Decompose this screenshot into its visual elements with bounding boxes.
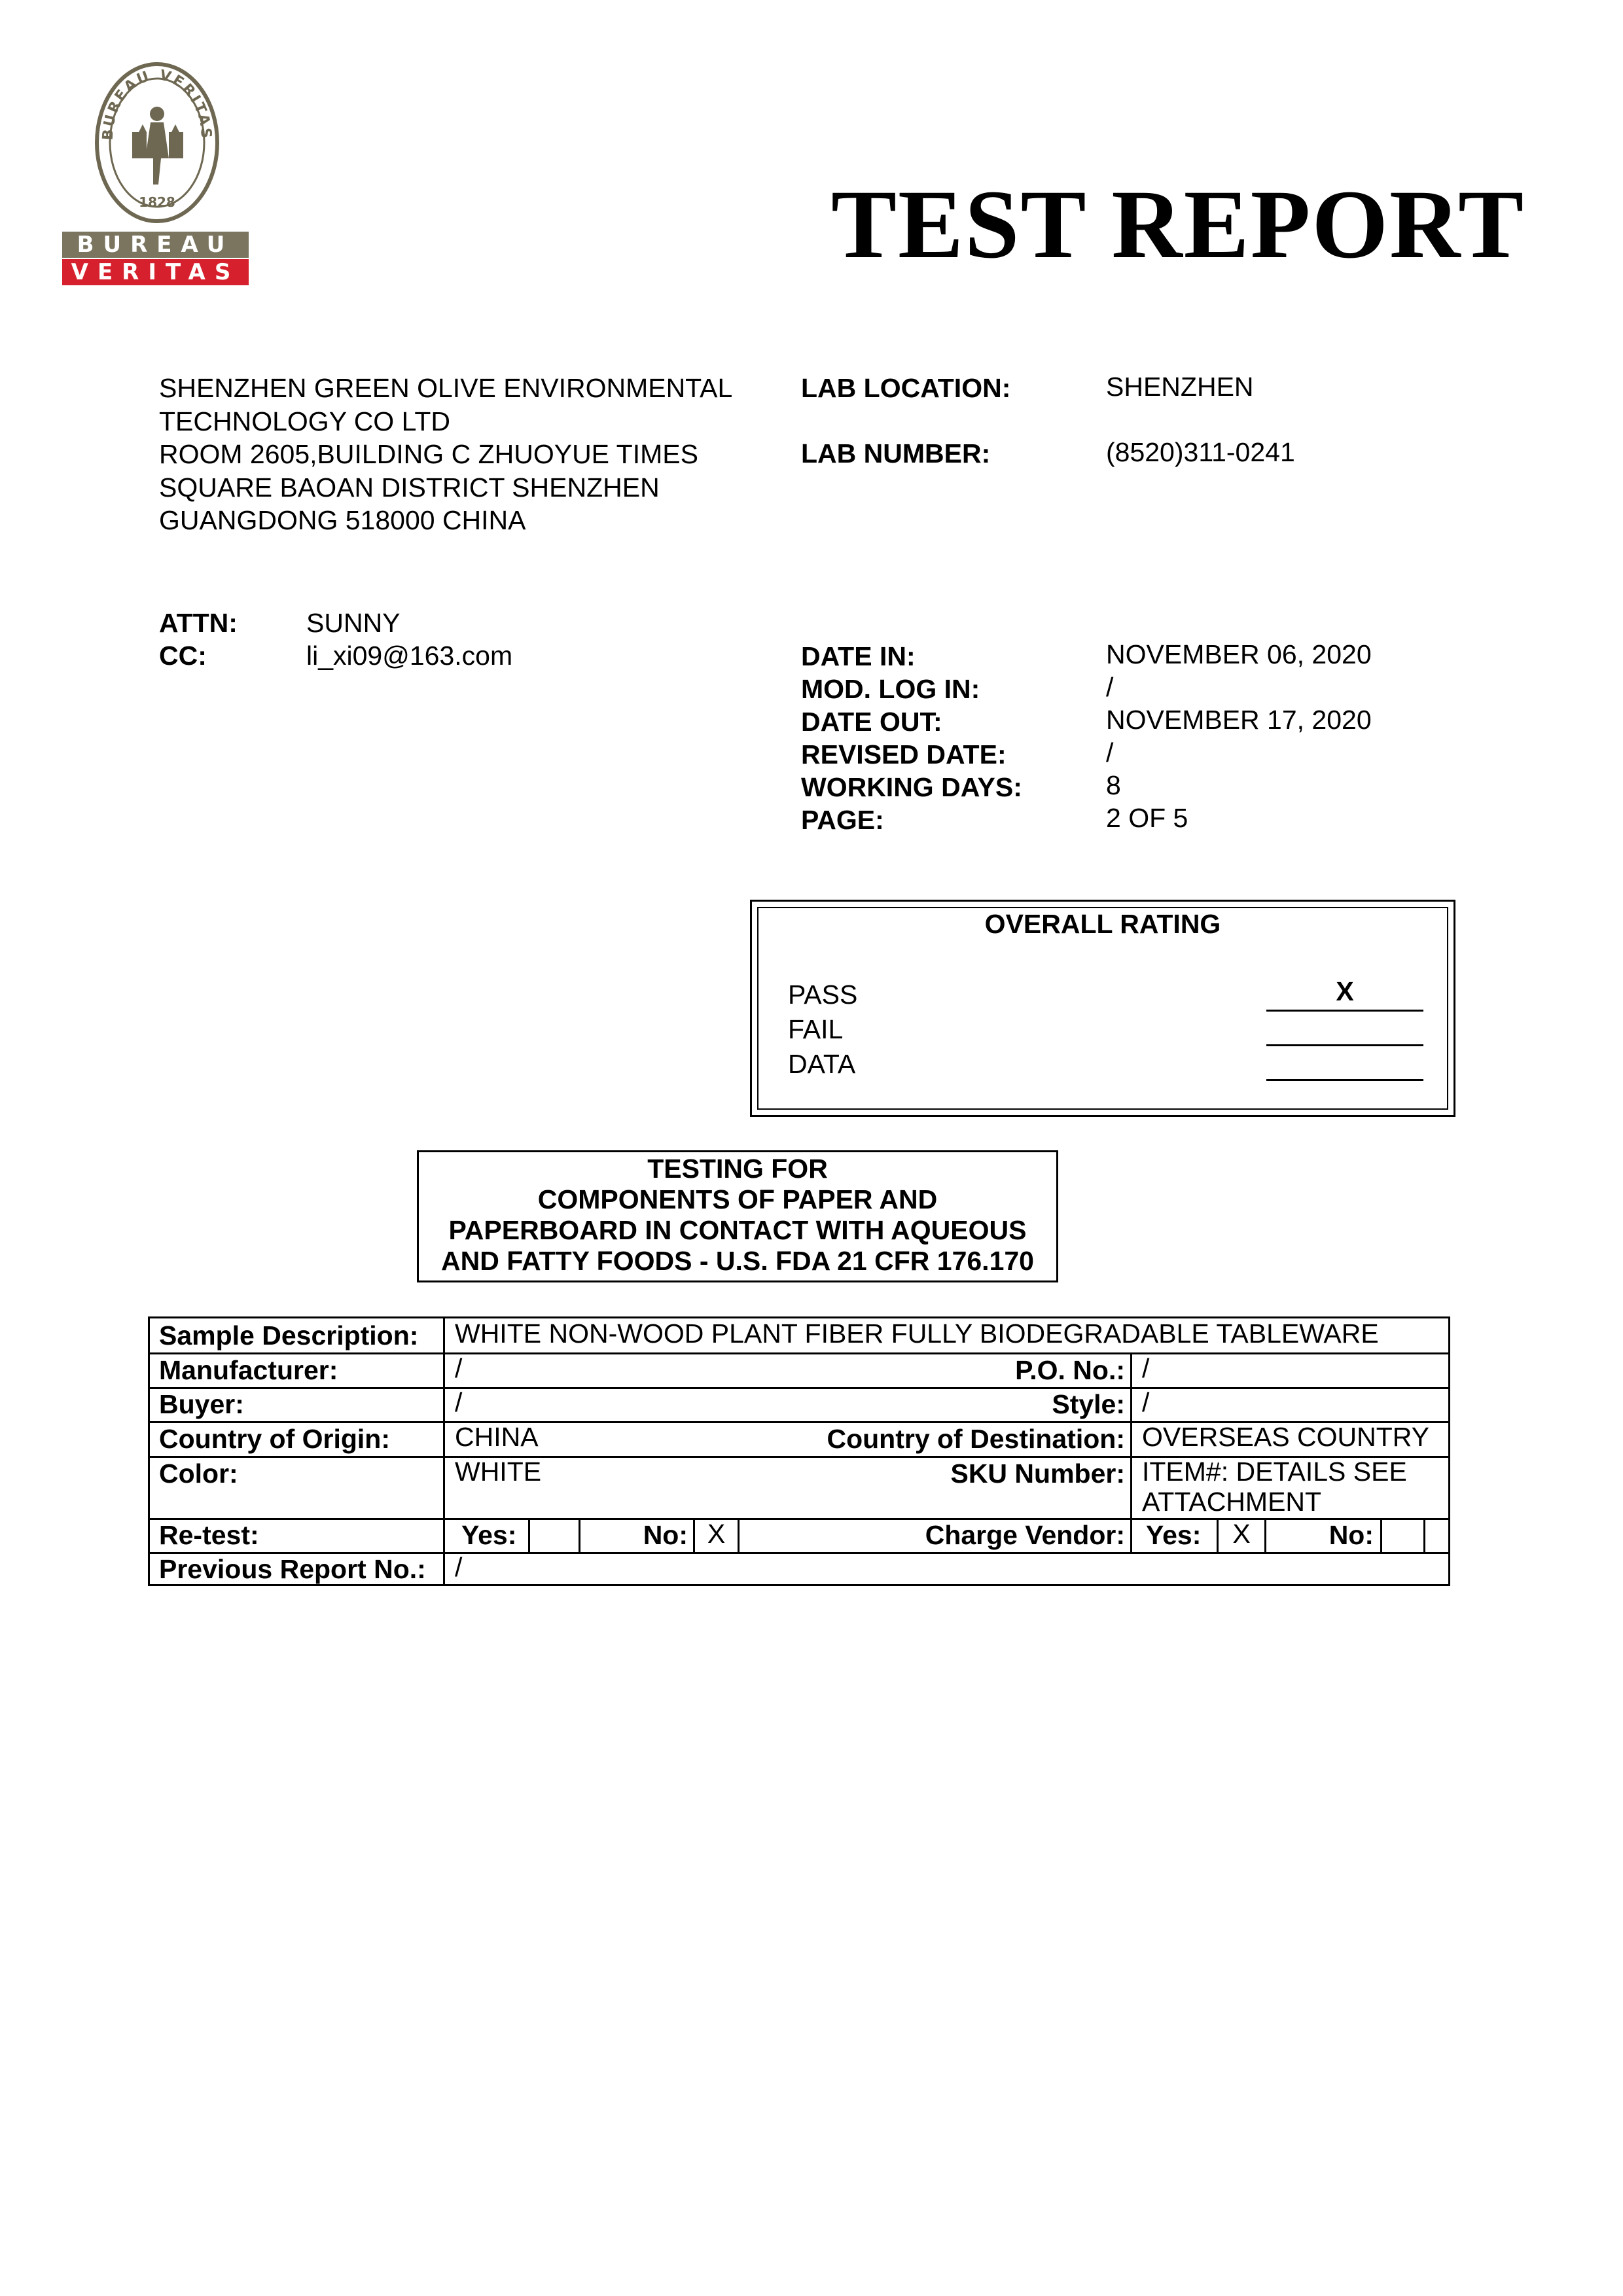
date-in-label: DATE IN:: [801, 641, 916, 671]
style-label: Style:: [1052, 1389, 1125, 1419]
previous-report-label: Previous Report No.:: [159, 1554, 426, 1584]
working-days-value: 8: [1106, 770, 1121, 800]
country-of-destination-value: OVERSEAS COUNTRY: [1142, 1422, 1429, 1452]
retest-yes-label: Yes:: [461, 1520, 517, 1550]
data-line: [1266, 1079, 1423, 1081]
po-label: P.O. No.:: [1015, 1355, 1125, 1385]
address-line: GUANGDONG 518000 CHINA: [159, 505, 526, 535]
fail-label: FAIL: [788, 1014, 844, 1044]
working-days-label: WORKING DAYS:: [801, 772, 1022, 802]
pass-label: PASS: [788, 980, 858, 1010]
client-address: [159, 372, 732, 537]
data-label: DATA: [788, 1049, 856, 1079]
sku-number-value: ITEM#: DETAILS SEE: [1142, 1457, 1407, 1487]
logo-band-bottom: VERITAS: [62, 259, 249, 285]
sku-number-value-continued: ATTACHMENT: [1142, 1487, 1322, 1517]
testing-line: COMPONENTS OF PAPER AND: [537, 1184, 938, 1214]
cc-label: CC:: [159, 641, 207, 671]
sample-description-label: Sample Description:: [159, 1320, 419, 1351]
mod-log-label: MOD. LOG IN:: [801, 674, 980, 704]
testing-line: TESTING FOR: [647, 1154, 828, 1184]
bureau-veritas-logo: [62, 60, 249, 289]
revised-date-label: REVISED DATE:: [801, 739, 1007, 769]
testing-line: AND FATTY FOODS - U.S. FDA 21 CFR 176.170: [441, 1246, 1034, 1276]
pass-mark: X: [1336, 976, 1354, 1006]
retest-no-value: X: [707, 1519, 726, 1549]
retest-no-label: No:: [643, 1520, 688, 1550]
color-value: WHITE: [455, 1457, 542, 1487]
testing-line: PAPERBOARD IN CONTACT WITH AQUEOUS: [448, 1215, 1027, 1245]
buyer-label: Buyer:: [159, 1389, 244, 1419]
testing-for-box: [417, 1150, 1058, 1282]
pass-line: [1266, 1010, 1423, 1012]
lab-number-value: (8520)311-0241: [1106, 437, 1295, 467]
page-value: 2 OF 5: [1106, 803, 1188, 833]
address-line: SQUARE BAOAN DISTRICT SHENZHEN: [159, 472, 660, 503]
address-line: TECHNOLOGY CO LTD: [159, 406, 450, 436]
logo-band-top: BUREAU: [62, 232, 249, 258]
bureau-veritas-seal-icon: [93, 60, 221, 225]
fail-line: [1266, 1044, 1423, 1046]
svg-text:BUREAU VERITAS: BUREAU VERITAS: [99, 67, 215, 141]
color-label: Color:: [159, 1458, 238, 1489]
attn-label: ATTN:: [159, 608, 238, 638]
page-label: PAGE:: [801, 805, 884, 835]
date-out-value: NOVEMBER 17, 2020: [1106, 705, 1372, 735]
overall-rating-heading: OVERALL RATING: [984, 909, 1221, 939]
style-value: /: [1142, 1387, 1150, 1417]
address-line: SHENZHEN GREEN OLIVE ENVIRONMENTAL: [159, 373, 733, 403]
sample-info-table: [148, 1316, 1450, 1586]
lab-location-value: SHENZHEN: [1106, 372, 1254, 402]
sample-description-value: WHITE NON-WOOD PLANT FIBER FULLY BIODEGRADABLE TABLEWARE: [455, 1318, 1379, 1349]
country-of-destination-label: Country of Destination:: [827, 1424, 1125, 1454]
svg-text:1828: 1828: [139, 194, 175, 210]
mod-log-value: /: [1106, 672, 1114, 702]
attn-value: SUNNY: [306, 608, 401, 638]
lab-number-label: LAB NUMBER:: [801, 438, 991, 468]
date-out-label: DATE OUT:: [801, 707, 942, 737]
previous-report-value: /: [455, 1552, 463, 1582]
manufacturer-value: /: [455, 1353, 463, 1383]
manufacturer-label: Manufacturer:: [159, 1355, 338, 1385]
lab-location-label: LAB LOCATION:: [801, 373, 1011, 403]
retest-label: Re-test:: [159, 1520, 259, 1550]
report-title: TEST REPORT: [831, 170, 1525, 279]
buyer-value: /: [455, 1387, 463, 1417]
address-line: ROOM 2605,BUILDING C ZHUOYUE TIMES: [159, 439, 698, 469]
country-of-origin-value: CHINA: [455, 1422, 539, 1452]
revised-date-value: /: [1106, 737, 1114, 768]
charge-no-label: No:: [1329, 1520, 1374, 1550]
charge-yes-value: X: [1232, 1519, 1251, 1549]
sku-number-label: SKU Number:: [950, 1458, 1125, 1489]
po-value: /: [1142, 1353, 1150, 1383]
country-of-origin-label: Country of Origin:: [159, 1424, 391, 1454]
date-in-value: NOVEMBER 06, 2020: [1106, 639, 1372, 669]
charge-vendor-label: Charge Vendor:: [925, 1520, 1125, 1550]
cc-value: li_xi09@163.com: [306, 641, 513, 671]
charge-yes-label: Yes:: [1146, 1520, 1202, 1550]
